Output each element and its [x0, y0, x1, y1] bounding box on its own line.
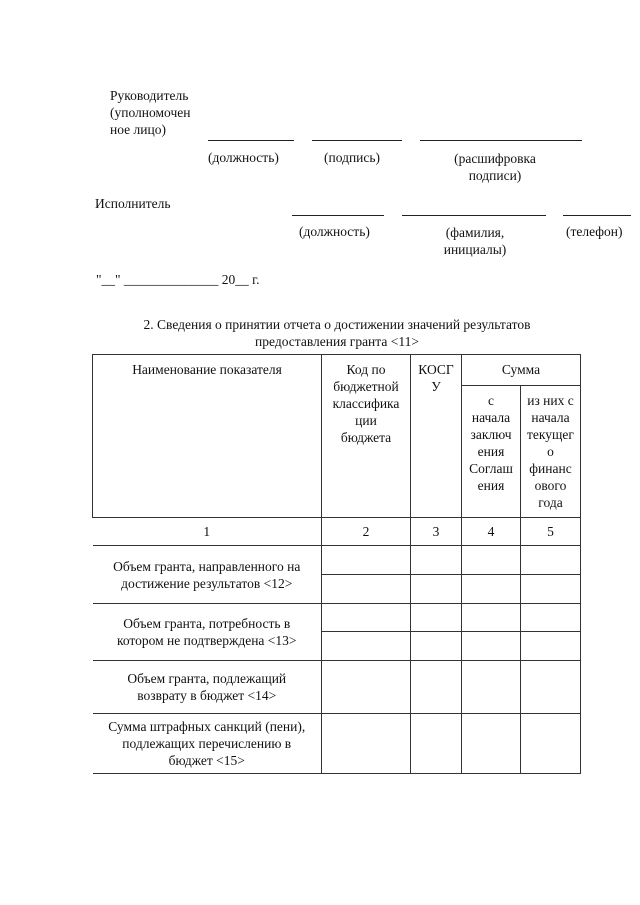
header-line: из них с [527, 393, 574, 408]
section-title-line: 2. Сведения о принятии отчета о достижении значений результатов [143, 317, 531, 332]
executor-name-line [402, 215, 546, 216]
header-code-line: классифика [332, 396, 400, 411]
value-cell [322, 661, 411, 714]
report-table [92, 354, 581, 774]
header-name-cell [93, 355, 322, 518]
header-sum-from-start-cell [462, 386, 521, 518]
executor-position-caption: (должность) [299, 224, 370, 239]
header-code-line: бюджетной [333, 379, 399, 394]
value-cell [411, 604, 462, 632]
column-number: 1 [93, 518, 322, 546]
header-line: года [538, 495, 563, 510]
value-cell [521, 661, 581, 714]
header-kosgu-line: У [431, 379, 441, 394]
row-label-line: Сумма штрафных санкций (пени), [108, 719, 306, 734]
value-cell [521, 575, 581, 604]
date-line: "__" ______________ 20__ г. [96, 272, 260, 287]
value-cell [462, 632, 521, 661]
column-number: 3 [411, 518, 462, 546]
value-cell [462, 661, 521, 714]
value-cell [322, 714, 411, 774]
header-code-line: Код по [346, 362, 386, 377]
table-row [93, 546, 581, 575]
section-title-line: предоставления гранта <11> [255, 334, 419, 349]
value-cell [462, 604, 521, 632]
value-cell [322, 632, 411, 661]
head-position-caption: (должность) [208, 150, 279, 165]
value-cell [521, 604, 581, 632]
executor-position-line [292, 215, 384, 216]
value-cell [411, 546, 462, 575]
header-code-line: ции [355, 413, 377, 428]
header-line: ового [534, 478, 567, 493]
caption-line: (расшифровка [454, 151, 536, 166]
header-sum: Сумма [501, 362, 541, 377]
value-cell [521, 546, 581, 575]
value-cell [462, 714, 521, 774]
head-label-line: (уполномочен [110, 105, 191, 120]
column-number: 4 [462, 518, 521, 546]
header-line: финанс [529, 461, 572, 476]
row-label-line: бюджет <15> [168, 753, 245, 768]
header-name: Наименование показателя [132, 362, 282, 377]
section-title [92, 316, 582, 350]
row-label-line: Объем гранта, направленного на [113, 558, 301, 574]
header-code-line: бюджета [340, 430, 392, 445]
head-label-line: ное лицо) [110, 122, 166, 137]
head-decode-line [420, 140, 582, 141]
header-line: ения [477, 444, 505, 459]
value-cell [521, 714, 581, 774]
table-row [93, 714, 581, 774]
table-row [93, 604, 581, 632]
header-line: о [547, 444, 554, 459]
header-sum-current-year-cell [521, 386, 581, 518]
column-number-row [93, 518, 581, 546]
header-code-cell [322, 355, 411, 518]
value-cell [322, 575, 411, 604]
value-cell [322, 604, 411, 632]
header-line: заключ [470, 427, 512, 442]
head-label [110, 87, 190, 138]
head-label-line: Руководитель [110, 88, 189, 103]
header-line: с [488, 393, 494, 408]
row-label-line: подлежащих перечислению в [122, 736, 292, 751]
header-line: ения [477, 478, 505, 493]
table-row [93, 661, 581, 714]
row-label-cell [93, 604, 322, 661]
value-cell [322, 546, 411, 575]
caption-line: (фамилия, [445, 225, 505, 240]
row-label-line: котором не подтверждена <13> [116, 633, 297, 648]
row-label-line: возврату в бюджет <14> [137, 688, 277, 703]
column-number: 5 [521, 518, 581, 546]
value-cell [411, 632, 462, 661]
head-signature-caption: (подпись) [324, 150, 381, 165]
header-kosgu-cell [411, 355, 462, 518]
executor-name-caption [420, 224, 530, 258]
header-sum-cell [462, 355, 581, 386]
value-cell [462, 575, 521, 604]
header-row [93, 355, 581, 386]
head-decode-caption [440, 150, 550, 184]
row-label-cell [93, 546, 322, 604]
row-label-cell [93, 661, 322, 714]
row-label-line: Объем гранта, потребность в [123, 616, 291, 631]
column-number: 2 [322, 518, 411, 546]
value-cell [411, 661, 462, 714]
row-label-cell [93, 714, 322, 774]
value-cell [462, 546, 521, 575]
value-cell [521, 632, 581, 661]
header-line: начала [471, 410, 511, 425]
value-cell [411, 575, 462, 604]
header-line: Соглаш [469, 461, 513, 476]
row-label-line: Объем гранта, подлежащий [127, 671, 287, 686]
executor-label: Исполнитель [95, 196, 171, 211]
header-kosgu-line: КОСГ [418, 362, 454, 377]
header-line: текущег [527, 427, 574, 442]
caption-line: инициалы) [443, 242, 507, 257]
executor-phone-caption: (телефон) [566, 224, 623, 239]
head-signature-line [312, 140, 402, 141]
value-cell [411, 714, 462, 774]
header-line: начала [531, 410, 570, 425]
executor-phone-line [563, 215, 631, 216]
caption-line: подписи) [468, 168, 522, 183]
head-position-line [208, 140, 294, 141]
row-label-line: достижение результатов <12> [121, 575, 293, 591]
